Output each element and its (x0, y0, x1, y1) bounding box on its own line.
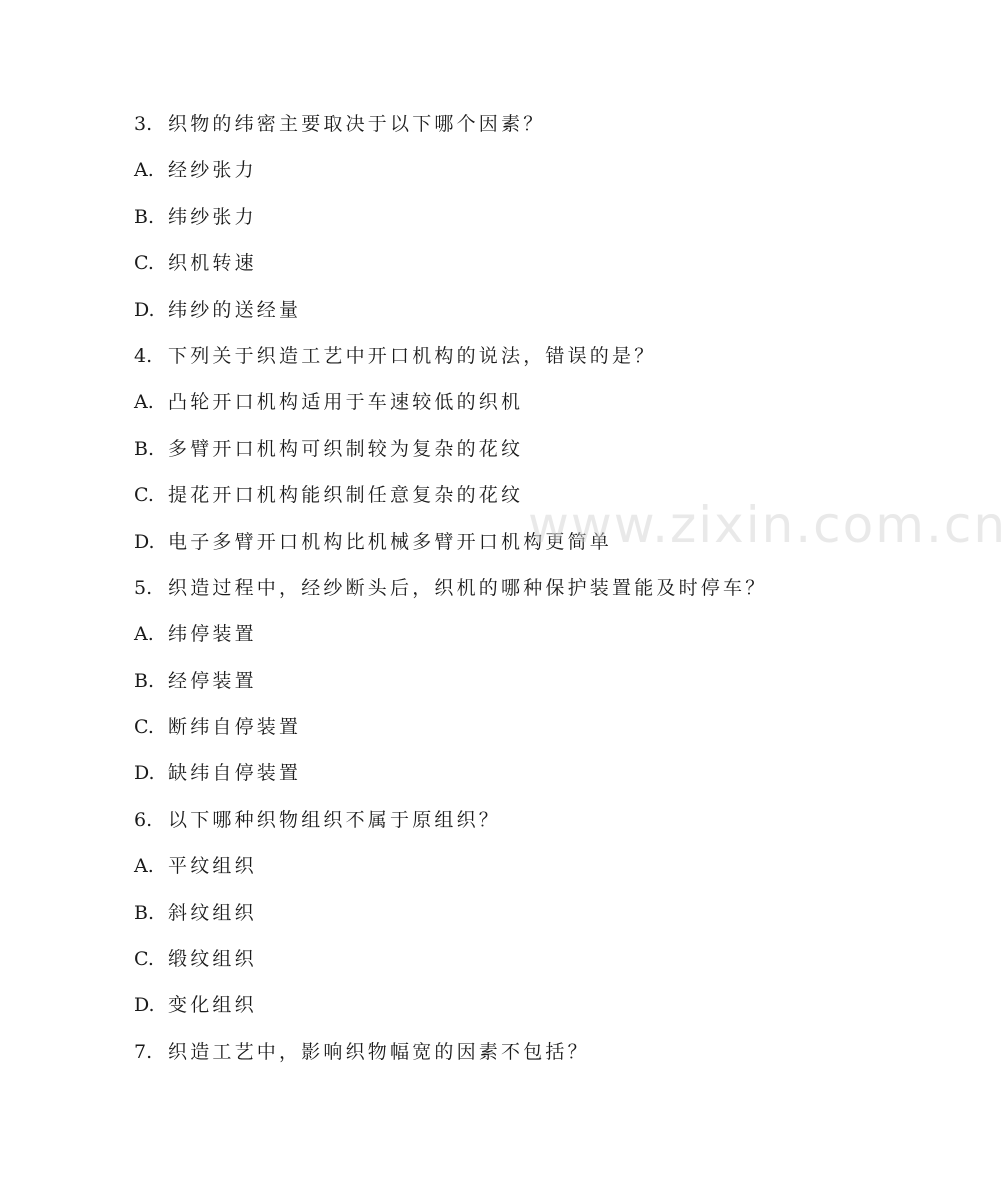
option-line (134, 895, 894, 941)
option-label: A. (134, 159, 154, 182)
question-list (134, 106, 894, 1080)
option-label: D. (134, 994, 155, 1017)
option-text: 斜纹组织 (168, 901, 257, 924)
option-label: B. (134, 205, 155, 228)
option-line (134, 384, 894, 430)
option-label: D. (134, 762, 155, 785)
question-text: 织物的纬密主要取决于以下哪个因素？ (168, 113, 546, 135)
watermark: www.zixin.com.cn (528, 496, 1007, 554)
option-line (134, 987, 894, 1033)
option-label: D. (134, 298, 155, 321)
option-label: C. (134, 948, 154, 971)
question-text: 织造工艺中，影响织物幅宽的因素不包括？ (168, 1040, 590, 1063)
option-label: B. (134, 437, 155, 460)
option-label: C. (134, 484, 154, 507)
option-line (134, 245, 894, 291)
option-text: 断纬自停装置 (168, 716, 302, 739)
option-label: A. (134, 855, 154, 878)
option-text: 织机转速 (168, 252, 257, 275)
option-text: 多臂开口机构可织制较为复杂的花纹 (168, 437, 524, 460)
option-label: D. (134, 530, 155, 553)
question-number: 4. (134, 344, 153, 367)
option-text: 电子多臂开口机构比机械多臂开口机构更简单 (168, 530, 613, 553)
option-line (134, 152, 894, 198)
option-text: 经纱张力 (168, 159, 257, 182)
option-line (134, 848, 894, 894)
question-text: 织造过程中，经纱断头后，织机的哪种保护装置能及时停车？ (168, 576, 768, 599)
question-number: 7. (134, 1040, 153, 1063)
option-text: 纬停装置 (168, 623, 257, 646)
option-text: 经停装置 (168, 669, 257, 692)
option-label: B. (134, 669, 155, 692)
option-line (134, 477, 894, 523)
option-text: 提花开口机构能织制任意复杂的花纹 (168, 484, 524, 507)
option-line (134, 755, 894, 801)
question-line (134, 802, 894, 848)
question-line (134, 570, 894, 616)
option-label: A. (134, 391, 154, 414)
option-text: 平纹组织 (168, 855, 257, 878)
question-line (134, 338, 894, 384)
question-number: 6. (134, 808, 153, 831)
option-line (134, 199, 894, 245)
option-label: C. (134, 716, 154, 739)
option-line (134, 663, 894, 709)
question-line (134, 106, 894, 152)
option-text: 缎纹组织 (168, 948, 257, 971)
option-label: B. (134, 901, 155, 924)
option-line (134, 292, 894, 338)
option-text: 变化组织 (168, 994, 257, 1017)
option-label: A. (134, 623, 154, 646)
question-number: 5. (134, 576, 153, 599)
option-text: 纬纱的送经量 (168, 298, 302, 321)
option-line (134, 524, 894, 570)
option-line (134, 616, 894, 662)
option-label: C. (134, 252, 154, 275)
question-text: 以下哪种织物组织不属于原组织？ (168, 808, 502, 831)
option-line (134, 431, 894, 477)
option-line (134, 709, 894, 755)
option-line (134, 941, 894, 987)
option-text: 凸轮开口机构适用于车速较低的织机 (168, 391, 524, 414)
option-text: 缺纬自停装置 (168, 762, 302, 785)
option-text: 纬纱张力 (168, 205, 257, 228)
question-line (134, 1034, 894, 1080)
question-text: 下列关于织造工艺中开口机构的说法，错误的是？ (168, 344, 657, 367)
question-number: 3. (134, 113, 153, 135)
